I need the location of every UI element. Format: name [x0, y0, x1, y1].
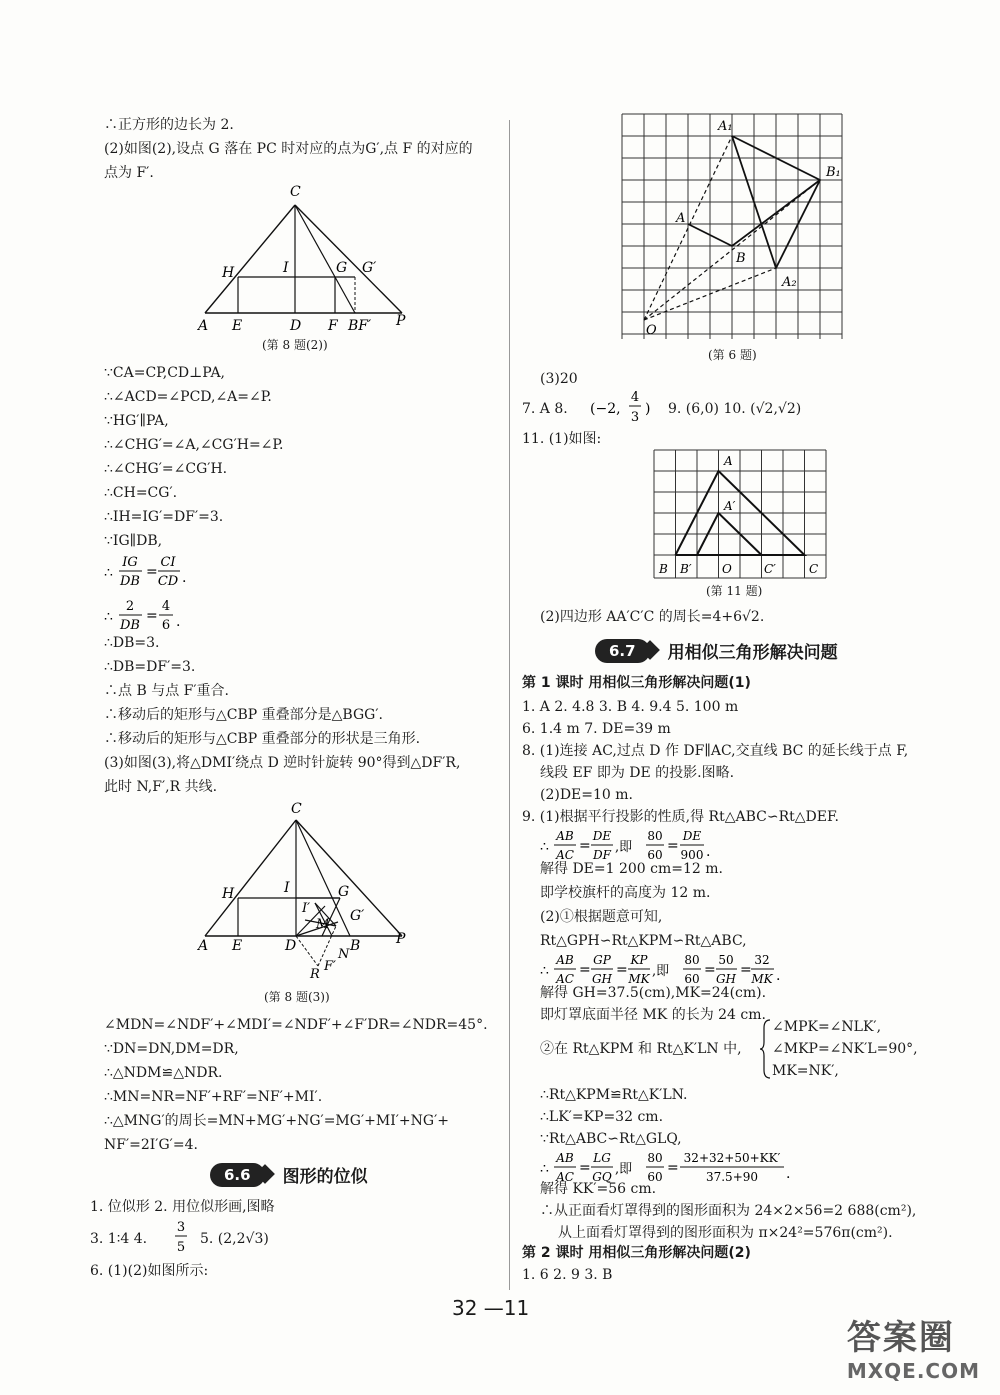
- math-text: .: [182, 570, 187, 586]
- figure-6-grid: [618, 112, 858, 342]
- answer-line: 3. 1∶4 4.: [90, 1231, 148, 1247]
- figure-caption: (第 8 题(2)): [262, 338, 328, 352]
- answer-line: 9. (6,0) 10. (√2,√2): [668, 401, 802, 417]
- math-text: 5: [176, 1240, 186, 1255]
- math-text: ∴: [104, 565, 113, 581]
- math-text: GQ: [592, 1170, 612, 1184]
- math-text: GP: [593, 953, 611, 967]
- label: A: [198, 938, 209, 954]
- proof-line: ∴DB=3.: [104, 635, 160, 651]
- math-text: DB: [120, 618, 140, 633]
- answer-line: (3)20: [540, 371, 578, 387]
- label: B: [350, 938, 361, 954]
- math-text: 80: [647, 1151, 663, 1165]
- proof-line: ∵HG′∥PA,: [104, 413, 169, 429]
- watermark-title: 答案圈: [846, 1318, 955, 1358]
- math-text: .: [176, 614, 181, 630]
- text-line: 点为 F′.: [104, 165, 154, 181]
- math-text: IG: [122, 555, 138, 570]
- label: C: [809, 562, 819, 576]
- math-text: DF: [593, 848, 611, 862]
- label: A₂: [782, 275, 797, 290]
- proof-line: ∴移动后的矩形与△CBP 重叠部分的形状是三角形.: [104, 731, 421, 747]
- math-text: 900: [680, 848, 704, 862]
- section-6-7-heading: [595, 638, 838, 663]
- math-text: 50: [718, 953, 734, 967]
- fraction-equation: [104, 552, 224, 592]
- math-text: 6: [161, 618, 171, 633]
- proof-line: ∴移动后的矩形与△CBP 重叠部分是△BGG′.: [104, 707, 383, 723]
- label: I′: [302, 901, 311, 916]
- answer-line: 解得 GH=37.5(cm),MK=24(cm).: [540, 985, 767, 1001]
- watermark-logo: [847, 1310, 980, 1383]
- brace-item: MK=NK′,: [772, 1063, 839, 1079]
- svg-text:=: =: [579, 1160, 591, 1176]
- math-text: AB: [556, 1151, 574, 1165]
- svg-text:=: =: [667, 838, 679, 854]
- math-text: AC: [556, 848, 574, 862]
- svg-text:=: =: [667, 1160, 679, 1176]
- label: B: [736, 251, 746, 266]
- answer-line: 1. 6 2. 9 3. B: [522, 1267, 613, 1283]
- math-text: ,即: [652, 964, 670, 979]
- math-text: (−2,: [590, 401, 621, 417]
- answer-line: 解得 KK′=56 cm.: [540, 1181, 657, 1197]
- answer-line: (2)DE=10 m.: [540, 787, 633, 803]
- math-text: 37.5+90: [705, 1170, 759, 1184]
- section-number-badge: 6.6: [210, 1163, 265, 1187]
- answer-line: 即学校旗杆的高度为 12 m.: [540, 885, 711, 901]
- math-text: 4: [161, 599, 171, 614]
- math-text: CD: [157, 574, 179, 589]
- proof-line: ∴∠ACD=∠PCD,∠A=∠P.: [104, 389, 272, 405]
- math-text: DB: [120, 574, 140, 589]
- section-title: 图形的位似: [282, 1167, 368, 1187]
- lesson-heading: 第 2 课时 用相似三角形解决问题(2): [522, 1245, 751, 1261]
- proof-line: ∴DB=DF′=3.: [104, 659, 196, 675]
- math-text: 80: [647, 829, 663, 843]
- figure-caption: (第 8 题(3)): [264, 990, 330, 1004]
- label: A′: [724, 499, 736, 513]
- label: P: [396, 931, 406, 947]
- label: M: [316, 917, 330, 932]
- answer-line: ∴Rt△KPM≌Rt△K′LN.: [540, 1087, 688, 1103]
- answer-line: ∴LK′=KP=32 cm.: [540, 1109, 664, 1125]
- column-divider: [509, 120, 510, 1290]
- proof-line: ∴△NDM≌△NDR.: [104, 1065, 223, 1081]
- proof-line: ∴∠CHG′=∠A,∠CG′H=∠P.: [104, 437, 284, 453]
- label: N: [338, 947, 350, 962]
- proof-line: 此时 N,F′,R 共线.: [104, 779, 218, 795]
- math-text: DE: [682, 829, 702, 843]
- svg-text:=: =: [146, 564, 158, 580]
- svg-text:=: =: [579, 962, 591, 978]
- label: D: [290, 318, 302, 334]
- proof-line: ∴CH=CG′.: [104, 485, 178, 501]
- math-text: GH: [715, 972, 737, 986]
- proof-line: ∠MDN=∠NDF′+∠MDI′=∠NDF′+∠F′DR=∠NDR=45°.: [104, 1017, 488, 1033]
- label: D: [285, 938, 297, 954]
- answer-line: 解得 DE=1 200 cm=12 m.: [540, 861, 723, 877]
- math-text: GH: [591, 972, 613, 986]
- math-text: MK: [628, 972, 650, 986]
- math-text: KP: [630, 953, 648, 967]
- svg-text:=: =: [704, 962, 716, 978]
- label: A: [724, 454, 733, 468]
- math-text: ∴: [104, 609, 113, 625]
- label: B′: [680, 562, 692, 576]
- fraction-equation: [104, 596, 224, 636]
- label: E: [232, 318, 243, 334]
- label: BF′: [348, 318, 372, 334]
- answer-line: Rt△GPH∽Rt△KPM∽Rt△ABC,: [540, 933, 747, 949]
- math-text: 4: [630, 390, 640, 405]
- fraction-coordinate: [590, 388, 660, 430]
- math-text: AB: [556, 829, 574, 843]
- math-text: 3: [176, 1220, 186, 1235]
- math-text: ∴: [540, 839, 549, 855]
- proof-line: ∴MN=NR=NF′+RF′=NF′+MI′.: [104, 1089, 323, 1105]
- figure-11-grid: [652, 448, 832, 580]
- figure-8-3: [190, 798, 420, 983]
- section-number-badge: 6.7: [595, 639, 650, 663]
- answer-line: 7. A 8.: [522, 401, 568, 417]
- label: C: [291, 801, 302, 817]
- text-line: (2)如图(2),设点 G 落在 PC 时对应的点为G′,点 F 的对应的: [104, 141, 473, 157]
- lesson-heading: 第 1 课时 用相似三角形解决问题(1): [522, 675, 751, 691]
- figure-caption: (第 11 题): [706, 584, 763, 598]
- math-text: AC: [556, 972, 574, 986]
- math-text: 32+32+50+KK′: [683, 1151, 781, 1165]
- label: C: [290, 184, 301, 200]
- proof-line: ∵DN=DN,DM=DR,: [104, 1041, 239, 1057]
- math-text: ∴: [540, 1161, 549, 1177]
- section-6-6-heading: [210, 1162, 368, 1187]
- math-text: 60: [647, 1170, 663, 1184]
- text-line: ∴正方形的边长为 2.: [104, 117, 234, 133]
- answer-line: 6. (1)(2)如图所示:: [90, 1263, 209, 1279]
- answer-line: (2)①根据题意可知,: [540, 909, 663, 925]
- svg-text:=: =: [616, 962, 628, 978]
- label: A₁: [718, 119, 733, 134]
- section-title: 用相似三角形解决问题: [667, 643, 838, 663]
- answer-line: ∴从正面看灯罩得到的图形面积为 24×2×56=2 688(cm²),: [540, 1203, 917, 1219]
- brace-item: ∠MKP=∠NK′L=90°,: [772, 1041, 918, 1057]
- math-text: ): [645, 401, 651, 417]
- proof-line: NF′=2I′G′=4.: [104, 1137, 198, 1153]
- math-text: ∴: [540, 963, 549, 979]
- figure-caption: (第 6 题): [708, 348, 757, 362]
- math-text: MK: [751, 972, 773, 986]
- label: O: [722, 562, 732, 576]
- label: P: [396, 313, 406, 329]
- brace-item: ∠MPK=∠NLK′,: [772, 1019, 882, 1035]
- label: G: [336, 260, 348, 276]
- svg-text:=: =: [579, 838, 591, 854]
- math-text: .: [706, 844, 711, 860]
- answer-line: 线段 EF 即为 DE 的投影.图略.: [540, 765, 735, 781]
- math-text: 80: [684, 953, 700, 967]
- label: A: [676, 211, 686, 226]
- brace: [760, 1018, 772, 1080]
- answer-line: 9. (1)根据平行投影的性质,得 Rt△ABC∽Rt△DEF.: [522, 809, 839, 825]
- label: E: [232, 938, 243, 954]
- answer-line: 8. (1)连接 AC,过点 D 作 DF∥AC,交直线 BC 的延长线于点 F,: [522, 743, 909, 759]
- label: C′: [764, 562, 776, 576]
- svg-text:=: =: [740, 962, 752, 978]
- math-text: 2: [125, 599, 135, 614]
- math-text: 32: [754, 953, 770, 967]
- answer-line: 11. (1)如图:: [522, 431, 602, 447]
- math-text: CI: [160, 555, 176, 570]
- answer-line: 1. A 2. 4.8 3. B 4. 9.4 5. 100 m: [522, 699, 739, 715]
- math-text: 60: [684, 972, 700, 986]
- answer-line: ②在 Rt△KPM 和 Rt△K′LN 中,: [540, 1041, 742, 1057]
- label: G′: [362, 260, 377, 276]
- math-text: 3: [630, 410, 640, 425]
- svg-text:=: =: [146, 608, 158, 624]
- label: H: [222, 265, 235, 281]
- label: A: [198, 318, 209, 334]
- watermark-url: MXQE.COM: [846, 1359, 980, 1383]
- label: R: [310, 967, 320, 982]
- answer-line: ∵Rt△ABC∽Rt△GLQ,: [540, 1131, 682, 1147]
- math-text: ,即: [615, 1162, 633, 1177]
- label: I: [284, 880, 290, 896]
- answer-line: 5. (2,2√3): [200, 1231, 269, 1247]
- proof-line: ∴IH=IG′=DF′=3.: [104, 509, 224, 525]
- figure-8-2: [190, 180, 420, 335]
- fraction: [172, 1218, 192, 1258]
- label: F: [328, 318, 338, 334]
- proof-line: ∵IG∥DB,: [104, 533, 163, 549]
- proof-line: ∴∠CHG′=∠CG′H.: [104, 461, 228, 477]
- proof-line: ∴△MNG′的周长=MN+MG′+NG′=MG′+MI′+NG′+: [104, 1113, 449, 1129]
- math-text: .: [786, 1166, 791, 1182]
- math-text: 60: [647, 848, 663, 862]
- proof-line: ∵CA=CP,CD⊥PA,: [104, 365, 226, 381]
- label: I: [283, 260, 289, 276]
- math-text: DE: [592, 829, 612, 843]
- math-text: AC: [556, 1170, 574, 1184]
- answer-line: 6. 1.4 m 7. DE=39 m: [522, 721, 671, 737]
- answer-line: 从上面看灯罩得到的图形面积为 π×24²=576π(cm²).: [558, 1225, 893, 1241]
- label: B₁: [826, 165, 841, 180]
- label: G′: [350, 908, 365, 924]
- proof-line: ∴点 B 与点 F′重合.: [104, 683, 229, 699]
- math-text: ,即: [615, 840, 633, 855]
- math-text: LG: [593, 1151, 611, 1165]
- page-number: 32 —11: [452, 1296, 530, 1320]
- label: G: [338, 884, 350, 900]
- math-text: AB: [556, 953, 574, 967]
- label: O: [646, 323, 657, 338]
- label: F′: [324, 959, 336, 974]
- label: H: [222, 886, 235, 902]
- answer-line: 即灯罩底面半径 MK 的长为 24 cm.: [540, 1007, 766, 1023]
- answer-line: 1. 位似形 2. 用位似形画,图略: [90, 1199, 275, 1215]
- answer-line: (2)四边形 AA′C′C 的周长=4+6√2.: [540, 609, 765, 625]
- label: B: [659, 562, 668, 576]
- math-text: .: [776, 968, 781, 984]
- proof-line: (3)如图(3),将△DMI′绕点 D 逆时针旋转 90°得到△DF′R,: [104, 755, 461, 771]
